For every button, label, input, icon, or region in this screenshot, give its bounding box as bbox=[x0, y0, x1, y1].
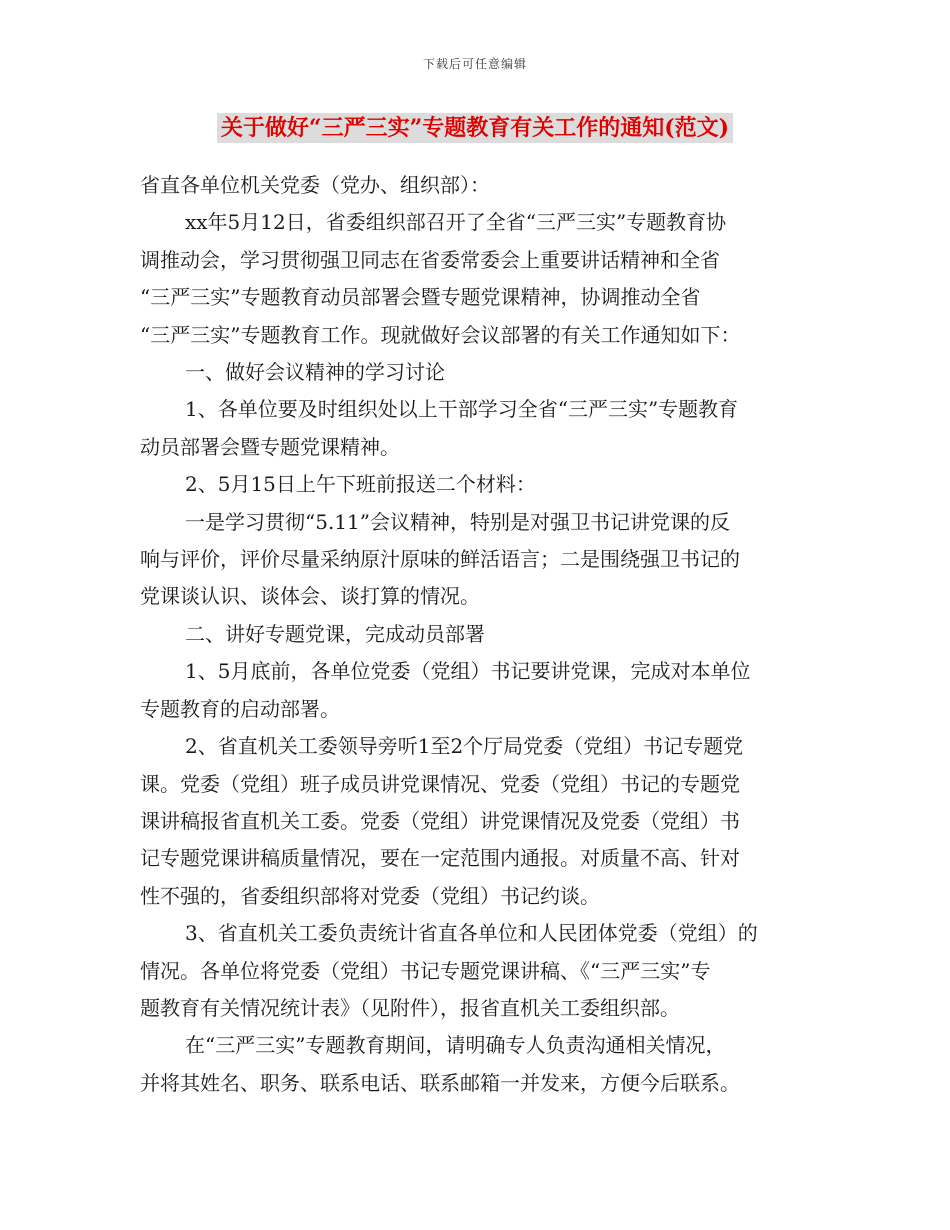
body-line: 动员部署会暨专题党课精神。 bbox=[140, 434, 400, 459]
body-line: “三严三实”专题教育动员部署会暨专题党课精神，协调推动全省 bbox=[140, 285, 701, 310]
title-container bbox=[0, 113, 950, 143]
document-body bbox=[140, 167, 812, 1102]
body-line: 3、省直机关工委负责统计省直各单位和人民团体党委（党组）的 bbox=[185, 921, 758, 946]
body-line: 并将其姓名、职务、联系电话、联系邮箱一并发来，方便今后联系。 bbox=[140, 1070, 740, 1095]
body-line: 调推动会，学习贯彻强卫同志在省委常委会上重要讲话精神和全省 bbox=[140, 247, 720, 272]
body-line: 1、各单位要及时组织处以上干部学习全省“三严三实”专题教育 bbox=[185, 397, 739, 422]
body-line: 一是学习贯彻“5.11”会议精神，特别是对强卫书记讲党课的反 bbox=[185, 509, 730, 534]
body-line: 在“三严三实”专题教育期间，请明确专人负责沟通相关情况， bbox=[185, 1033, 726, 1058]
document-title: 关于做好“三严三实”专题教育有关工作的通知(范文) bbox=[217, 113, 733, 143]
body-line: 2、省直机关工委领导旁听1至2个厅局党委（党组）书记专题党 bbox=[185, 734, 744, 759]
body-line: 省直各单位机关党委（党办、组织部）： bbox=[140, 173, 490, 197]
body-line: xx年5月12日，省委组织部召开了全省“三严三实”专题教育协 bbox=[185, 210, 727, 235]
body-line: 党课谈认识、谈体会、谈打算的情况。 bbox=[140, 584, 480, 609]
body-line: 响与评价，评价尽量采纳原汁原味的鲜活语言；二是围绕强卫书记的 bbox=[140, 547, 740, 572]
body-line: 一、做好会议精神的学习讨论 bbox=[185, 360, 445, 385]
body-line: 课。党委（党组）班子成员讲党课情况、党委（党组）书记的专题党 bbox=[140, 771, 740, 796]
body-line: “三严三实”专题教育工作。现就做好会议部署的有关工作通知如下： bbox=[140, 322, 741, 347]
body-line: 1、5月底前，各单位党委（党组）书记要讲党课，完成对本单位 bbox=[185, 659, 751, 684]
body-line: 性不强的，省委组织部将对党委（党组）书记约谈。 bbox=[140, 883, 600, 908]
body-line: 情况。各单位将党委（党组）书记专题党课讲稿、《“三严三实”专 bbox=[140, 958, 711, 983]
body-line: 课讲稿报省直机关工委。党委（党组）讲党课情况及党委（党组）书 bbox=[140, 808, 740, 833]
body-line: 题教育有关情况统计表》（见附件），报省直机关工委组织部。 bbox=[140, 995, 680, 1020]
body-line: 记专题党课讲稿质量情况，要在一定范围内通报。对质量不高、针对 bbox=[140, 846, 740, 871]
header-note: 下载后可任意编辑 bbox=[422, 57, 527, 71]
body-line: 2、5月15日上午下班前报送二个材料： bbox=[185, 472, 536, 497]
body-line: 二、讲好专题党课，完成动员部署 bbox=[185, 621, 485, 646]
body-line: 专题教育的启动部署。 bbox=[140, 696, 340, 721]
